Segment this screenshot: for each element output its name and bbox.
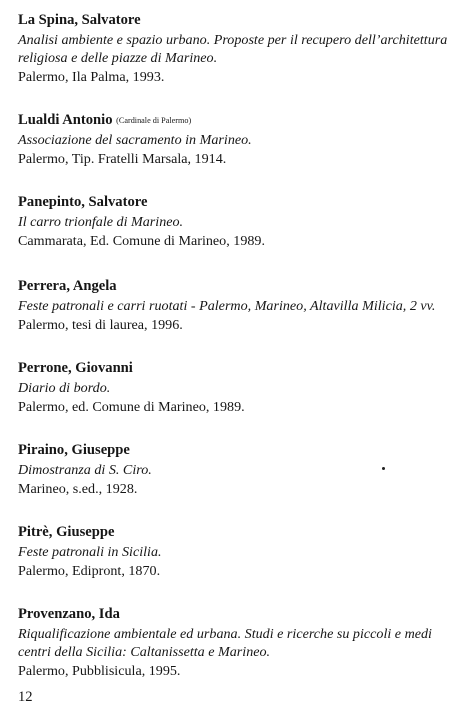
entry-publication: Marineo, s.ed., 1928. (18, 481, 138, 497)
title-line: Analisi ambiente e spazio urbano. Proposte per il recupero dell’architettura (18, 32, 448, 48)
entry-author (18, 11, 450, 30)
entry-author (18, 441, 450, 460)
entry-author (18, 277, 450, 296)
title-line: religiosa e delle piazze di Marineo. (18, 50, 218, 66)
entry-title (18, 31, 450, 67)
title-line: Diario di bordo. (18, 380, 111, 396)
author-name: La Spina, Salvatore (18, 12, 141, 28)
entry-title (18, 131, 450, 149)
bibliography-entry (18, 605, 450, 681)
author-name: Panepinto, Salvatore (18, 194, 148, 210)
title-line: Riqualificazione ambientale ed urbana. Studi e ricerche su piccoli e medi (18, 626, 432, 642)
entry-publication: Palermo, tesi di laurea, 1996. (18, 317, 183, 333)
title-line: Il carro trionfale di Marineo. (18, 214, 184, 230)
bibliography-entry (18, 523, 450, 581)
title-line: Dimostranza di S. Ciro. (18, 462, 152, 478)
author-name: Perrone, Giovanni (18, 360, 133, 376)
title-line: Feste patronali in Sicilia. (18, 544, 162, 560)
bibliography-entry (18, 193, 450, 251)
entry-title (18, 213, 450, 231)
entry-author (18, 359, 450, 378)
author-name: Perrera, Angela (18, 278, 117, 294)
title-line: Feste patronali e carri ruotati - Palermo, Marineo, Altavilla Milicia, 2 vv. (18, 298, 436, 314)
author-name: Pitrè, Giuseppe (18, 524, 115, 540)
author-name: Provenzano, Ida (18, 606, 120, 622)
bibliography-list (18, 11, 450, 705)
author-note: (Cardinale di Palermo) (116, 116, 192, 125)
entry-author (18, 523, 450, 542)
entry-author (18, 193, 450, 212)
title-line: centri della Sicilia: Caltanissetta e Marineo. (18, 644, 271, 660)
entry-publication: Palermo, Pubblisicula, 1995. (18, 663, 181, 679)
entry-title (18, 543, 450, 561)
bibliography-entry (18, 111, 450, 169)
entry-publication: Palermo, Edipront, 1870. (18, 563, 161, 579)
author-name: Piraino, Giuseppe (18, 442, 130, 458)
entry-title (18, 297, 450, 315)
entry-title (18, 625, 450, 661)
entry-publication: Palermo, Ila Palma, 1993. (18, 69, 165, 85)
author-name: Lualdi Antonio (18, 112, 113, 128)
bibliography-entry (18, 441, 450, 499)
bibliography-entry (18, 11, 450, 87)
entry-title (18, 379, 450, 397)
entry-publication: Palermo, ed. Comune di Marineo, 1989. (18, 399, 245, 415)
entry-author (18, 605, 450, 624)
entry-title (18, 461, 450, 479)
entry-author (18, 111, 450, 130)
title-line: Associazione del sacramento in Marineo. (18, 132, 252, 148)
bibliography-entry (18, 277, 450, 335)
entry-publication: Cammarata, Ed. Comune di Marineo, 1989. (18, 233, 265, 249)
page-number: 12 (18, 689, 33, 705)
bibliography-entry (18, 359, 450, 417)
entry-publication: Palermo, Tip. Fratelli Marsala, 1914. (18, 151, 227, 167)
print-speck (382, 467, 385, 470)
